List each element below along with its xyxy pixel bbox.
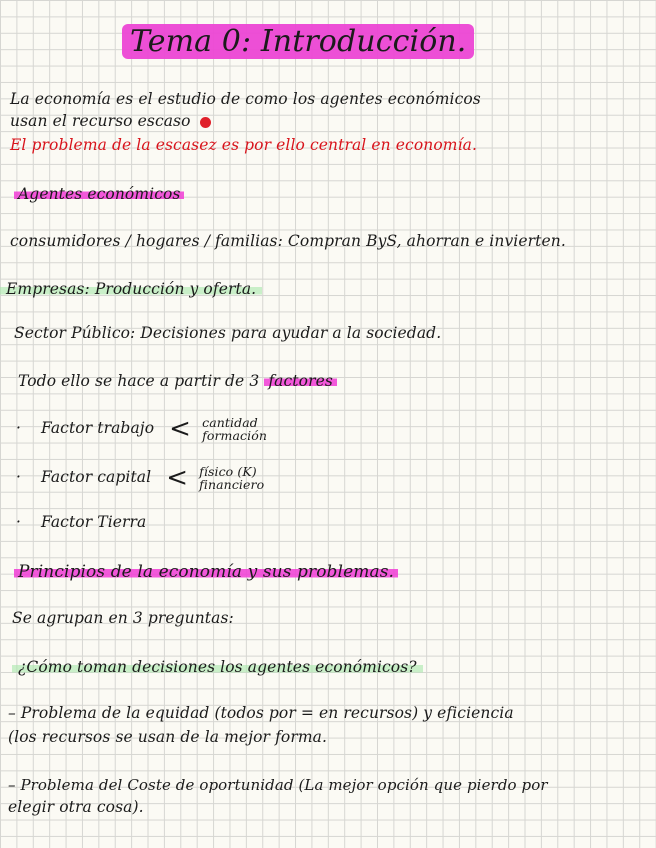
problem-cost-line-1: – Problema del Coste de oportunidad (La mejor opción que pierdo por bbox=[8, 776, 548, 794]
principles-heading: Principios de la economía y sus problemas. bbox=[14, 562, 398, 582]
factor-work-sub-2: formación bbox=[202, 428, 268, 443]
problem-equity-line-2: (los recursos se usan de la mejor forma. bbox=[8, 728, 328, 746]
bullet-icon: · bbox=[16, 513, 22, 531]
intro-line-1: La economía es el estudio de como los agentes económicos bbox=[10, 90, 481, 108]
factor-land bbox=[16, 512, 146, 532]
less-than-brace-icon: < bbox=[169, 414, 192, 444]
factors-intro-wrap bbox=[18, 371, 337, 391]
intro-line-3: El problema de la escasez es por ello central en economía. bbox=[10, 136, 477, 154]
principles-heading-wrap bbox=[14, 562, 398, 582]
agents-heading-wrap bbox=[14, 184, 184, 204]
factor-capital-sub bbox=[199, 465, 264, 491]
page-title-wrap bbox=[122, 22, 474, 62]
problem-cost-line-2: elegir otra cosa). bbox=[8, 798, 144, 816]
bullet-icon: · bbox=[16, 468, 22, 486]
page-title: Tema 0: Introducción. bbox=[122, 24, 474, 59]
factor-capital-sub-1: físico (K) bbox=[199, 464, 257, 479]
bullet-icon: · bbox=[16, 419, 22, 437]
factor-land-label: Factor Tierra bbox=[41, 513, 147, 531]
factor-capital bbox=[16, 465, 264, 491]
agents-companies-wrap bbox=[0, 279, 262, 299]
factor-work-label: Factor trabajo bbox=[41, 419, 155, 437]
factor-capital-label: Factor capital bbox=[41, 468, 152, 486]
agents-public: Sector Público: Decisiones para ayudar a la sociedad. bbox=[14, 324, 442, 342]
factor-work-sub-1: cantidad bbox=[202, 415, 258, 430]
factors-intro-text: Todo ello se hace a partir de 3 bbox=[18, 372, 260, 390]
agents-companies: Empresas: Producción y oferta. bbox=[0, 280, 262, 298]
agents-heading: Agentes económicos bbox=[14, 185, 184, 203]
factor-capital-sub-2: financiero bbox=[199, 477, 265, 492]
intro-line-2: usan el recurso escaso bbox=[10, 112, 191, 130]
agents-consumers: consumidores / hogares / familias: Compran ByS, ahorran e invierten. bbox=[10, 232, 566, 250]
principles-question-wrap bbox=[12, 657, 423, 677]
principles-question: ¿Cómo toman decisiones los agentes económicos? bbox=[12, 658, 423, 676]
factor-work-sub bbox=[202, 416, 267, 442]
red-dot-icon bbox=[200, 117, 211, 128]
problem-equity-line-1: – Problema de la equidad (todos por = en recursos) y eficiencia bbox=[8, 704, 514, 722]
less-than-brace-icon: < bbox=[166, 463, 189, 493]
intro-line-2-wrap bbox=[10, 111, 211, 131]
principles-group: Se agrupan en 3 preguntas: bbox=[12, 609, 234, 627]
factors-intro-highlight: factores bbox=[264, 372, 337, 390]
factor-work bbox=[16, 416, 267, 442]
